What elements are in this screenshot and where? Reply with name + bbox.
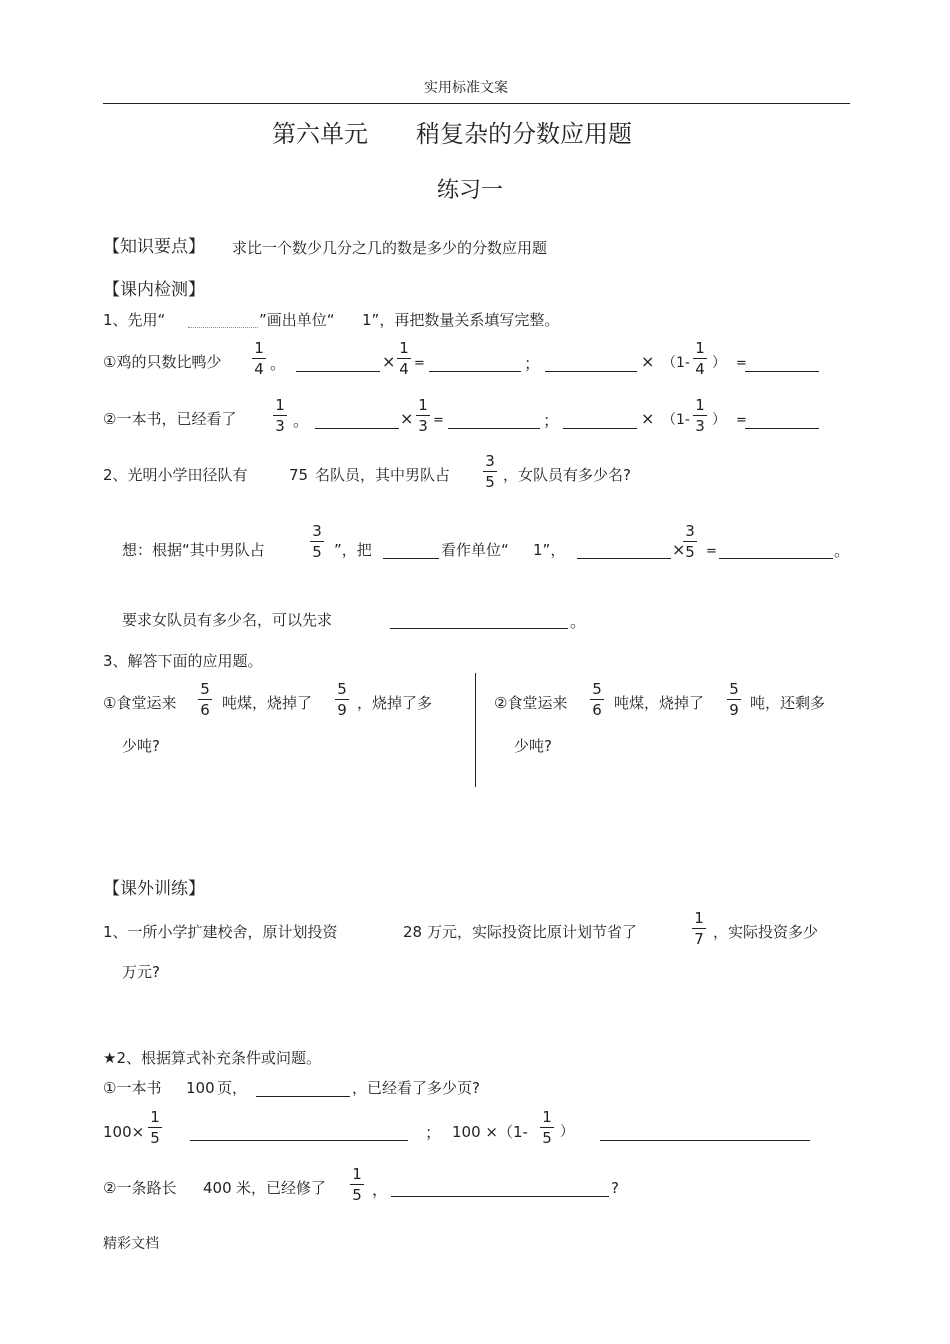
fraction: 1 4	[693, 340, 707, 377]
paren-close: ）	[560, 1124, 574, 1140]
times-sign: ×	[400, 409, 414, 428]
wavy-line-sample	[188, 327, 258, 328]
fraction: 5 9	[727, 681, 741, 718]
fraction: 1 5	[540, 1109, 554, 1146]
q1-i2-prefix: ②一本书，已经看了	[103, 410, 237, 428]
period: 。	[834, 541, 851, 560]
fraction: 5 6	[198, 681, 212, 718]
answer-blank[interactable]	[600, 1140, 810, 1141]
page-header: 实用标准文案	[424, 80, 508, 96]
oc-q2-i1-a: ①一本书	[103, 1079, 162, 1097]
column-divider	[475, 673, 476, 787]
oc-q2-i1-c: ，已经看了多少页?	[352, 1079, 480, 1097]
q2-text-b: 名队员，其中男队占	[315, 466, 451, 484]
page-footer: 精彩文档	[103, 1236, 159, 1252]
oc-q1-c: ，实际投资多少	[713, 923, 819, 941]
semicolon: ；	[524, 354, 541, 373]
q3-left-c: ，烧掉了多	[357, 694, 433, 712]
formula-b: 100 ×（1-	[452, 1123, 528, 1141]
header-rule	[103, 103, 850, 104]
answer-blank[interactable]	[429, 371, 521, 372]
paren-close: ）	[712, 355, 726, 371]
answer-blank[interactable]	[256, 1096, 350, 1097]
times-sign: ×	[672, 540, 686, 559]
times-sign: ×	[641, 409, 655, 428]
q2-think-a: 想：根据“其中男队占	[122, 541, 265, 559]
q3-right-a: ②食堂运来	[494, 694, 568, 712]
equals-sign: =	[433, 413, 444, 428]
q1-i1-dot: 。	[270, 354, 287, 373]
q1-i2-dot: 。	[293, 411, 310, 430]
answer-blank[interactable]	[391, 1196, 609, 1197]
fraction: 1 4	[397, 340, 411, 377]
q1-text-c: 1”，再把数量关系填写完整。	[362, 311, 560, 329]
fraction: 1 5	[350, 1166, 364, 1203]
q3-right-c: 吨，还剩多	[750, 694, 826, 712]
q1-text-a: 1、先用“	[103, 311, 166, 329]
q2-text-a: 2、光明小学田径队有	[103, 466, 248, 484]
period: 。	[570, 612, 587, 631]
q2-num: 75	[289, 466, 309, 484]
fraction: 1 3	[416, 397, 430, 434]
exercise-title: 练习一	[437, 178, 504, 203]
q2-think-d: 1”，	[533, 541, 566, 559]
answer-blank[interactable]	[563, 428, 637, 429]
answer-blank[interactable]	[577, 558, 671, 559]
out-class-label: 【课外训练】	[103, 879, 205, 899]
answer-blank[interactable]	[719, 558, 833, 559]
oc-q2-text: ★2、根据算式补充条件或问题。	[103, 1049, 321, 1067]
semicolon: ；	[543, 411, 560, 430]
fraction: 1 3	[273, 397, 287, 434]
fraction: 3 5	[310, 523, 324, 560]
paren-close: ）	[712, 412, 726, 428]
q3-right-b: 吨煤，烧掉了	[614, 694, 705, 712]
q3-left-d: 少吨?	[122, 737, 160, 755]
q2-think-c: 看作单位“	[441, 541, 509, 559]
answer-blank[interactable]	[448, 428, 540, 429]
oc-q1-num: 28	[403, 923, 423, 941]
paren-open: （1-	[662, 355, 690, 371]
oc-q2-i2-num: 400	[203, 1179, 232, 1197]
question-mark: ?	[611, 1179, 619, 1197]
q2-request: 要求女队员有多少名，可以先求	[122, 611, 333, 629]
knowledge-label: 【知识要点】	[103, 237, 205, 257]
oc-q2-i2-a: ②一条路长	[103, 1179, 177, 1197]
oc-q1-a: 1、一所小学扩建校舍，原计划投资	[103, 923, 338, 941]
equals-sign: =	[414, 356, 425, 371]
answer-blank[interactable]	[545, 371, 637, 372]
q3-left-a: ①食堂运来	[103, 694, 177, 712]
fraction: 1 7	[692, 910, 706, 947]
fraction: 1 5	[148, 1109, 162, 1146]
equals-sign: =	[706, 544, 717, 559]
q3-right-d: 少吨?	[514, 737, 552, 755]
q3-text: 3、解答下面的应用题。	[103, 652, 263, 670]
answer-blank[interactable]	[315, 428, 399, 429]
answer-blank[interactable]	[296, 371, 380, 372]
q2-text-c: ，女队员有多少名?	[503, 466, 631, 484]
equals-sign: =	[736, 413, 747, 428]
formula-a: 100×	[103, 1123, 145, 1141]
equals-sign: =	[736, 356, 747, 371]
unit-subtitle: 稍复杂的分数应用题	[416, 120, 632, 148]
times-sign: ×	[382, 352, 396, 371]
knowledge-text: 求比一个数少几分之几的数是多少的分数应用题	[232, 239, 548, 257]
oc-q1-b: 万元，实际投资比原计划节省了	[427, 923, 638, 941]
unit-title: 第六单元	[272, 120, 368, 148]
paren-open: （1-	[662, 412, 690, 428]
q2-think-b: ”，把	[334, 541, 372, 559]
in-class-label: 【课内检测】	[103, 280, 205, 300]
q3-left-b: 吨煤，烧掉了	[222, 694, 313, 712]
oc-q2-i1-b: 页，	[217, 1079, 248, 1097]
oc-q1-d: 万元?	[122, 963, 160, 981]
fraction: 5 6	[590, 681, 604, 718]
answer-blank[interactable]	[190, 1140, 408, 1141]
fraction: 3 5	[483, 453, 497, 490]
q1-i1-prefix: ①鸡的只数比鸭少	[103, 353, 222, 371]
fraction: 1 4	[252, 340, 266, 377]
answer-blank[interactable]	[745, 428, 819, 429]
answer-blank[interactable]	[390, 628, 568, 629]
oc-q2-i2-c: ，	[372, 1180, 389, 1199]
times-sign: ×	[641, 352, 655, 371]
fraction: 5 9	[335, 681, 349, 718]
semicolon: ；	[425, 1123, 442, 1142]
q1-text-b: ”画出单位“	[259, 311, 335, 329]
answer-blank[interactable]	[383, 558, 439, 559]
oc-q2-i2-b: 米，已经修了	[236, 1179, 327, 1197]
answer-blank[interactable]	[745, 371, 819, 372]
oc-q2-i1-num: 100	[186, 1079, 215, 1097]
fraction: 1 3	[693, 397, 707, 434]
fraction: 3 5	[683, 523, 697, 560]
